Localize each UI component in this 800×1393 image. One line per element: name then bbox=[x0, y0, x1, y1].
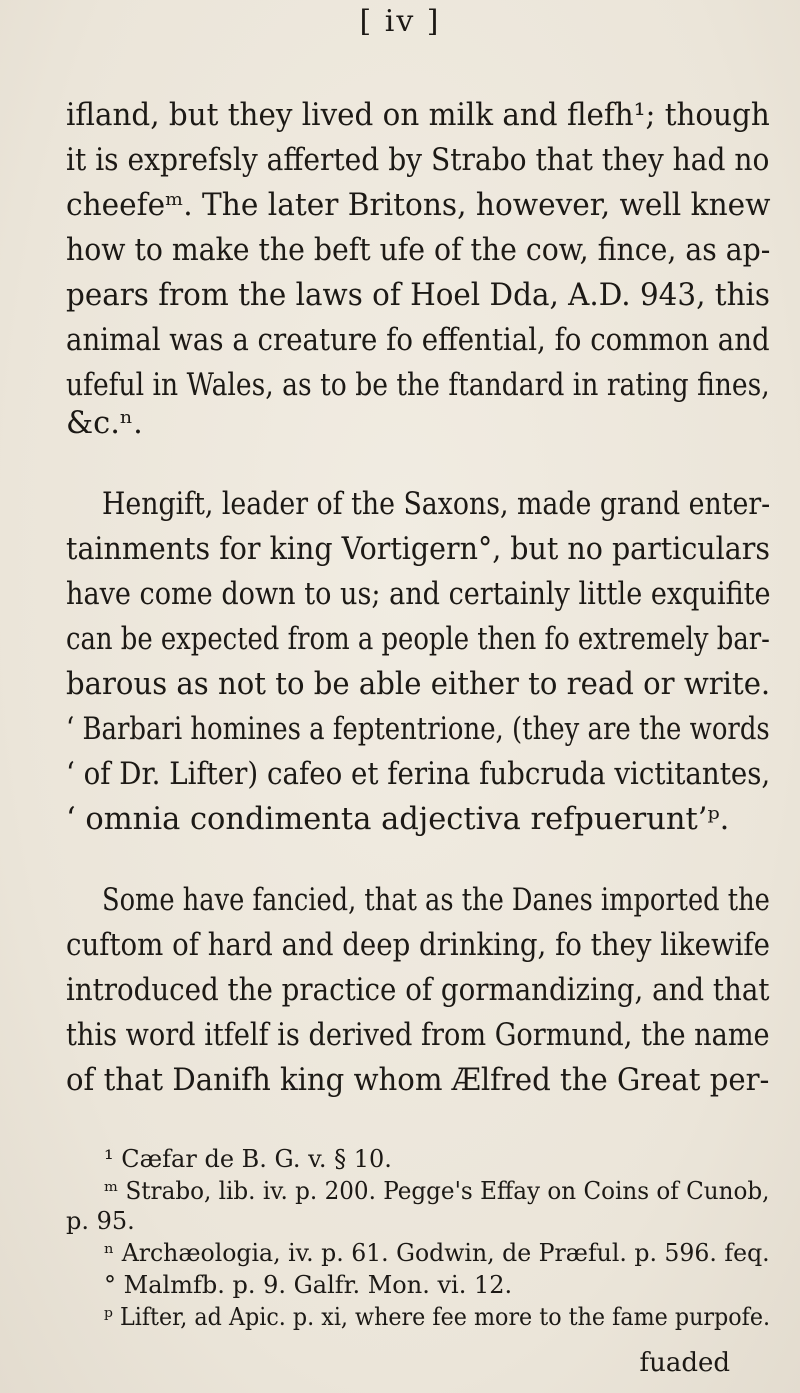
text-line: ifland, but they lived on milk and flefh¹; though bbox=[66, 98, 770, 133]
text-line: ‘ Barbari homines a feptentrione, (they are the words bbox=[66, 712, 770, 747]
text-line: ‘ of Dr. Lifter) cafeo et ferina fubcruda victitantes, bbox=[66, 757, 771, 792]
text-line: ufeful in Wales, as to be the ftandard in rating fines, bbox=[66, 368, 770, 403]
text-line: cheefeᵐ. The later Britons, however, well knew bbox=[66, 188, 771, 223]
text-line: have come down to us; and certainly little exquifite bbox=[66, 577, 771, 612]
footnote: ᵖ Lifter, ad Apic. p. xi, where fee more to the fame purpofe. bbox=[104, 1303, 771, 1331]
text-line: of that Danifh king whom Ælfred the Great per- bbox=[66, 1063, 770, 1098]
footnote: p. 95. bbox=[66, 1207, 135, 1235]
text-line: cuftom of hard and deep drinking, fo they likewife bbox=[66, 928, 770, 963]
text-line: introduced the practice of gormandizing, and that bbox=[66, 973, 770, 1008]
page-number: [ iv ] bbox=[359, 4, 441, 39]
text-line: barous as not to be able either to read or write. bbox=[66, 667, 771, 702]
text-line: &c.ⁿ. bbox=[66, 406, 143, 441]
text-line: can be expected from a people then fo extremely bar- bbox=[66, 622, 770, 657]
footnote: ¹ Cæfar de B. G. v. § 10. bbox=[104, 1145, 392, 1173]
text-line: tainments for king Vortigern°, but no particulars bbox=[66, 532, 770, 567]
text-line: animal was a creature fo effential, fo common and bbox=[66, 323, 770, 358]
footnote: ⁿ Archæologia, iv. p. 61. Godwin, de Præful. p. 596. feq. bbox=[104, 1239, 770, 1267]
text-line: pears from the laws of Hoel Dda, A.D. 943, this bbox=[66, 278, 771, 313]
footnote: ᵐ Strabo, lib. iv. p. 200. Pegge's Effay on Coins of Cunob, bbox=[104, 1177, 770, 1205]
footnote: ° Malmfb. p. 9. Galfr. Mon. vi. 12. bbox=[104, 1271, 513, 1299]
text-line: this word itfelf is derived from Gormund, the name bbox=[66, 1018, 770, 1053]
text-line: Hengift, leader of the Saxons, made grand enter- bbox=[102, 487, 771, 522]
text-line: how to make the beft ufe of the cow, fince, as ap- bbox=[66, 233, 771, 268]
text-line: it is exprefsly afferted by Strabo that they had no bbox=[66, 143, 770, 178]
catchword: fuaded bbox=[639, 1348, 730, 1378]
text-line: ‘ omnia condimenta adjectiva refpuerunt’ᵖ. bbox=[66, 802, 730, 837]
text-line: Some have fancied, that as the Danes imported the bbox=[102, 883, 770, 918]
